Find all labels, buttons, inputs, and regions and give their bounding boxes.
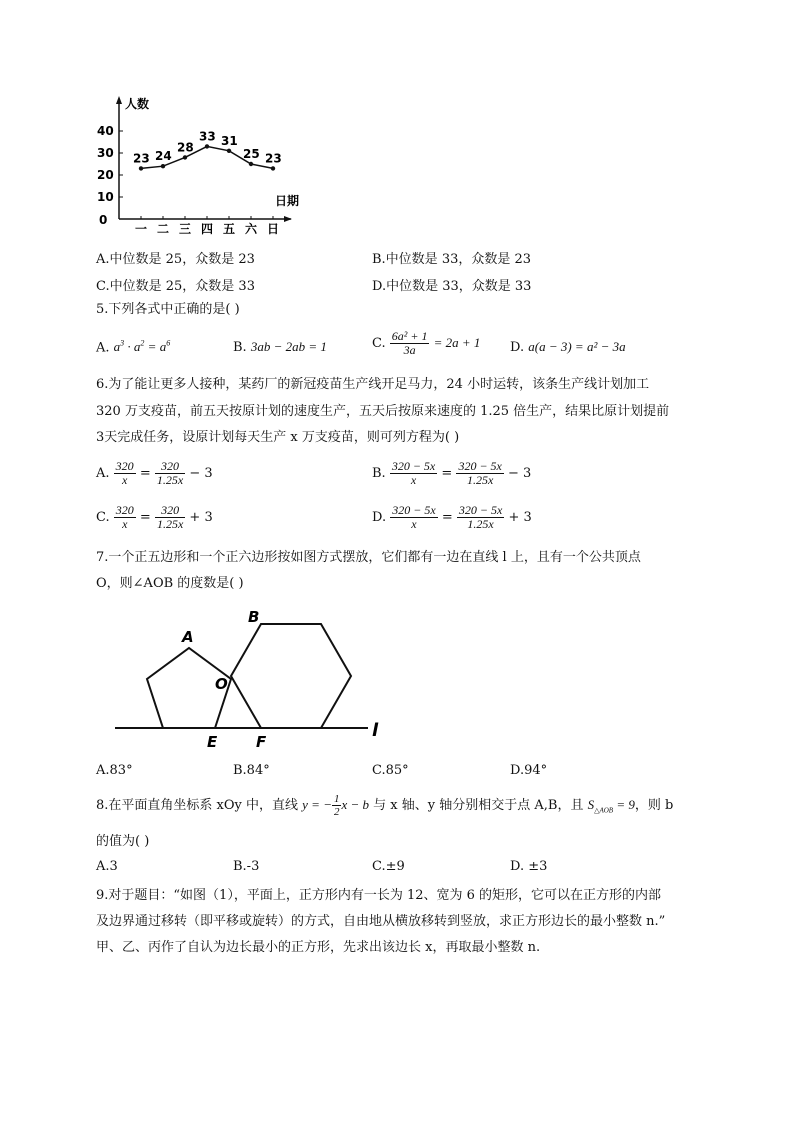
q6-option-a: A. $\frac{320}{x}$ = $\frac{320}{1.25x}$ − 3	[96, 459, 213, 488]
y-axis-label: 人数	[125, 97, 150, 111]
data-point	[249, 162, 253, 166]
q4-option-b: B.中位数是 33，众数是 23	[372, 252, 532, 267]
label-O: O	[215, 675, 228, 693]
y-tick-label: 30	[97, 146, 114, 160]
q9-line-2: 及边界通过移转（即平移或旋转）的方式，自由地从横放移转到竖放，求正方形边长的最小整数 n.”	[96, 914, 666, 929]
q6-option-b: B. $\frac{320 - 5x}{x}$ = $\frac{320 - 5x}{1.25x}$ − 3	[372, 459, 532, 488]
q8-area-expr: $S_{\triangle AOB} = 9$	[587, 797, 635, 815]
data-label: 31	[221, 133, 238, 148]
q6-option-d: D. $\frac{320 - 5x}{x}$ = $\frac{320 - 5x}{1.25x}$ + 3	[372, 503, 532, 532]
data-label: 28	[177, 140, 194, 155]
q7-line-2: O，则∠AOB 的度数是( )	[96, 576, 244, 591]
q5-option-d: D. a(a − 3) = a² − 3a	[510, 339, 626, 355]
q7-option-a: A.83°	[96, 763, 133, 778]
y-tick-label: 0	[99, 213, 108, 227]
data-point	[205, 144, 209, 148]
data-label: 33	[199, 129, 216, 144]
data-label: 25	[243, 147, 260, 161]
data-label: 23	[265, 151, 282, 166]
q5-option-a: A. $a^3 \cdot a^2 = a^6$	[96, 339, 171, 356]
q8-option-d: D. ±3	[510, 859, 548, 874]
y-tick-label: 20	[97, 168, 114, 182]
q4-option-d: D.中位数是 33，众数是 33	[372, 279, 532, 294]
q6-option-c: C. $\frac{320}{x}$ = $\frac{320}{1.25x}$ + 3	[96, 503, 213, 532]
data-label: 23	[133, 151, 150, 166]
x-tick-label: 六	[245, 222, 258, 236]
label-l: l	[372, 720, 379, 741]
q4-option-c: C.中位数是 25，众数是 33	[96, 279, 255, 294]
q7-option-b: B.84°	[233, 763, 270, 778]
x-tick-label: 一	[135, 222, 148, 236]
data-point	[183, 155, 187, 159]
regular-hexagon	[231, 624, 351, 728]
x-tick-label: 日	[267, 222, 280, 236]
x-tick-label: 四	[201, 222, 214, 236]
q9-line-1: 9.对于题目：“如图（1），平面上，正方形内有一长为 12、宽为 6 的矩形，它可以在正方形的内部	[96, 888, 662, 903]
x-axis-label: 日期	[275, 194, 300, 208]
data-point	[161, 164, 165, 168]
q5-option-b: B. 3ab − 2ab = 1	[233, 339, 327, 355]
q6-line-3: 3天完成任务，设原计划每天生产 x 万支疫苗，则可列方程为( )	[96, 430, 460, 445]
q8-option-c: C.±9	[372, 859, 405, 874]
q6-line-1: 6.为了能让更多人接种，某药厂的新冠疫苗生产线开足马力，24 小时运转，该条生产线计划加工	[96, 377, 650, 392]
q7-option-c: C.85°	[372, 763, 409, 778]
q7-option-d: D.94°	[510, 763, 548, 778]
q5-option-c: C. $\frac{\text{6a² + 1}}{3a}$ = 2a + 1	[372, 329, 481, 358]
y-tick-label: 40	[97, 124, 114, 138]
x-tick-label: 三	[179, 222, 192, 236]
x-tick-label: 五	[223, 222, 236, 236]
q9-line-3: 甲、乙、丙作了自认为边长最小的正方形，先求出该边长 x，再取最小整数 n.	[96, 940, 541, 955]
q5-option-a-expr: $a^3 \cdot a^2 = a^6$	[113, 339, 171, 355]
data-point	[139, 166, 143, 170]
y-axis-arrow	[116, 96, 122, 104]
label-B: B	[248, 608, 260, 626]
q8-line-1: 8.在平面直角坐标系 xOy 中，直线 y = − $\frac{1}{2}$ x − b 与 x 轴、y 轴分别相交于点 A,B，且 $S_{\triangle AOB} = 9$，则 b	[96, 793, 674, 819]
q6-line-2: 320 万支疫苗，前五天按原计划的速度生产，五天后按原来速度的 1.25 倍生产，结果比原计划提前	[96, 404, 670, 419]
q8-line-2: 的值为( )	[96, 834, 150, 849]
q5-stem: 5.下列各式中正确的是( )	[96, 302, 240, 317]
data-point	[271, 166, 275, 170]
label-A: A	[182, 628, 194, 646]
q8-option-b: B.-3	[233, 859, 260, 874]
pentagon-hexagon-figure	[110, 600, 400, 755]
line-chart	[95, 92, 315, 237]
data-label: 24	[155, 149, 172, 164]
q8-line-equation: y = −	[302, 797, 332, 813]
label-F: F	[256, 733, 267, 751]
x-axis-arrow	[284, 216, 292, 222]
q4-option-a: A.中位数是 25，众数是 23	[96, 252, 255, 267]
y-tick-label: 10	[97, 190, 114, 204]
x-tick-label: 二	[157, 222, 170, 236]
q8-option-a: A.3	[96, 859, 118, 874]
data-point	[227, 149, 231, 153]
q7-line-1: 7.一个正五边形和一个正六边形按如图方式摆放，它们都有一边在直线 l 上，且有一个公共顶点	[96, 550, 641, 565]
label-E: E	[207, 733, 218, 751]
